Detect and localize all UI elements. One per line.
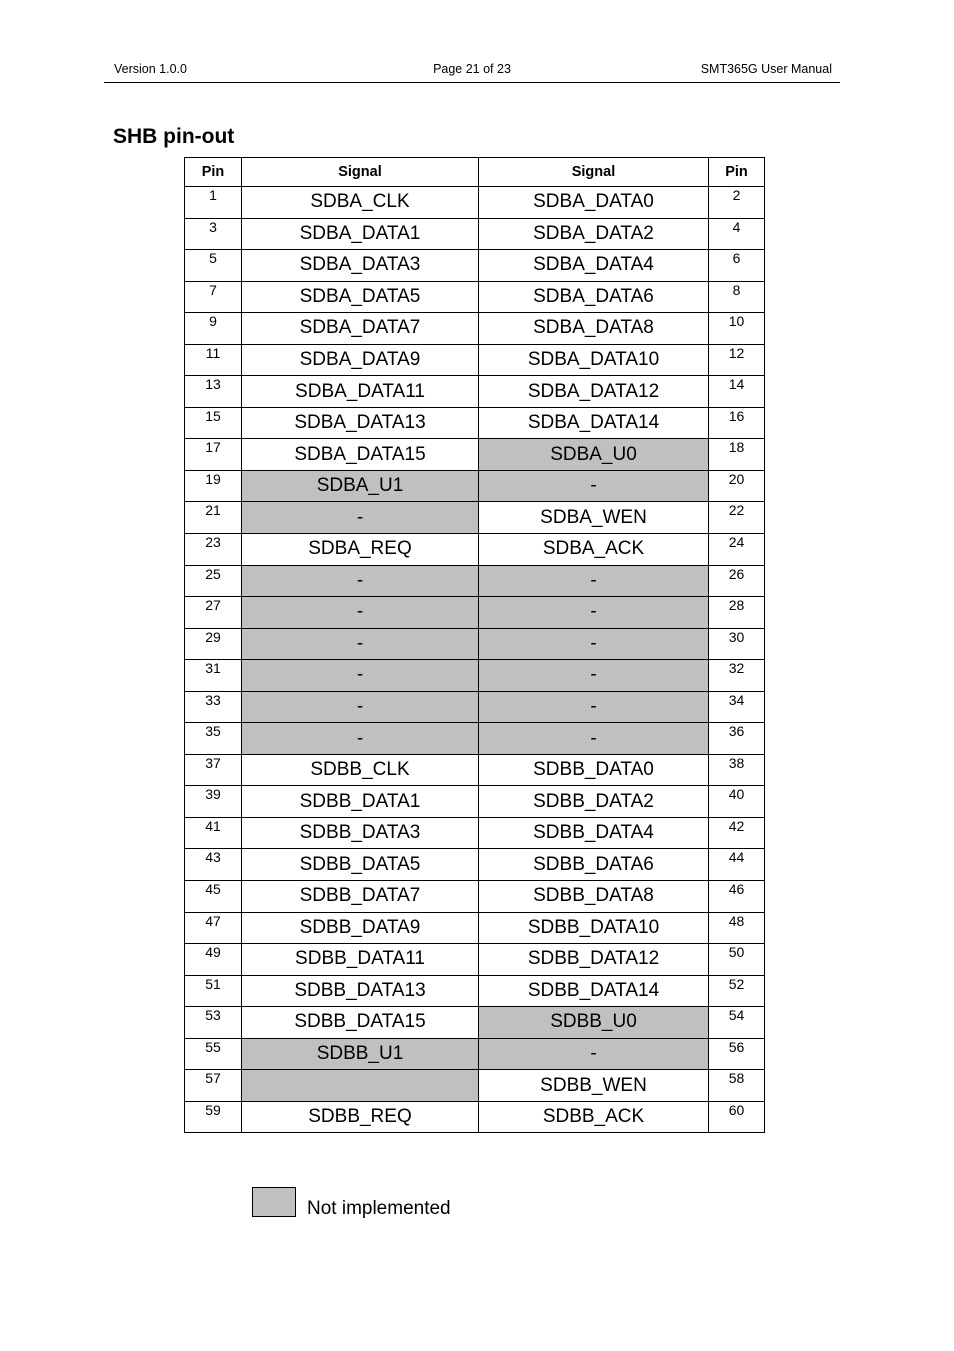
signal-right: SDBA_DATA8 [479,313,709,345]
pin-number-left: 17 [185,439,242,471]
pin-number-right: 60 [709,1101,765,1133]
table-header-row [185,158,765,187]
pin-number-left: 1 [185,187,242,219]
signal-right: SDBB_DATA6 [479,849,709,881]
signal-left: SDBB_DATA11 [242,944,479,976]
signal-left: SDBB_U1 [242,1038,479,1070]
pin-number-right: 36 [709,723,765,755]
signal-left: - [242,691,479,723]
pin-number-right: 34 [709,691,765,723]
table-row [185,407,765,439]
pin-number-left: 11 [185,344,242,376]
pin-number-left: 15 [185,407,242,439]
pin-number-right: 20 [709,470,765,502]
table-row [185,376,765,408]
signal-right: SDBA_DATA4 [479,250,709,282]
signal-right: SDBA_DATA2 [479,218,709,250]
pinout-table [184,157,765,1133]
table-row [185,1070,765,1102]
signal-left: - [242,565,479,597]
table-row [185,849,765,881]
pin-number-left: 35 [185,723,242,755]
header-signal-left: Signal [242,158,479,187]
signal-left: - [242,660,479,692]
pin-number-left: 13 [185,376,242,408]
pin-number-right: 10 [709,313,765,345]
pin-number-left: 41 [185,817,242,849]
table-row [185,534,765,566]
signal-left: SDBB_DATA9 [242,912,479,944]
legend-label: Not implemented [307,1198,451,1219]
pin-number-right: 8 [709,281,765,313]
signal-right: SDBA_DATA0 [479,187,709,219]
signal-left: SDBB_DATA3 [242,817,479,849]
pin-number-right: 50 [709,944,765,976]
pin-number-right: 44 [709,849,765,881]
signal-right: - [479,660,709,692]
table-row [185,281,765,313]
signal-right: SDBB_DATA4 [479,817,709,849]
pin-number-right: 16 [709,407,765,439]
pin-number-right: 42 [709,817,765,849]
signal-left: SDBA_CLK [242,187,479,219]
pin-number-right: 24 [709,534,765,566]
pin-number-left: 49 [185,944,242,976]
pin-number-right: 54 [709,1007,765,1039]
signal-right: SDBB_DATA12 [479,944,709,976]
signal-left: SDBA_DATA15 [242,439,479,471]
signal-right: SDBA_DATA14 [479,407,709,439]
table-row [185,691,765,723]
signal-right: SDBB_DATA2 [479,786,709,818]
signal-right: - [479,1038,709,1070]
pin-number-right: 58 [709,1070,765,1102]
signal-left: SDBA_REQ [242,534,479,566]
pin-number-left: 47 [185,912,242,944]
pin-number-left: 55 [185,1038,242,1070]
table-row [185,470,765,502]
table-row [185,660,765,692]
table-row [185,817,765,849]
signal-left: SDBA_DATA11 [242,376,479,408]
pin-number-right: 26 [709,565,765,597]
signal-left: SDBB_DATA13 [242,975,479,1007]
pin-number-right: 6 [709,250,765,282]
signal-right: SDBB_ACK [479,1101,709,1133]
signal-left: SDBA_DATA1 [242,218,479,250]
header-signal-right: Signal [479,158,709,187]
manual-title: SMT365G User Manual [700,62,832,76]
signal-right: SDBA_DATA6 [479,281,709,313]
version-label: Version 1.0.0 [114,62,187,76]
table-row [185,218,765,250]
signal-left: - [242,628,479,660]
signal-left: SDBB_DATA7 [242,881,479,913]
table-row [185,786,765,818]
pin-number-right: 32 [709,660,765,692]
table-row [185,1007,765,1039]
signal-right: - [479,723,709,755]
pin-number-right: 22 [709,502,765,534]
pin-number-right: 40 [709,786,765,818]
signal-left: SDBB_DATA5 [242,849,479,881]
signal-left [242,1070,479,1102]
pin-number-left: 29 [185,628,242,660]
pin-number-left: 51 [185,975,242,1007]
table-row [185,250,765,282]
signal-right: SDBA_U0 [479,439,709,471]
signal-left: SDBB_REQ [242,1101,479,1133]
pin-number-left: 27 [185,597,242,629]
pin-number-left: 21 [185,502,242,534]
table-row [185,597,765,629]
pin-number-left: 31 [185,660,242,692]
pin-number-right: 12 [709,344,765,376]
table-row [185,439,765,471]
table-row [185,754,765,786]
table-row [185,1101,765,1133]
signal-right: SDBA_ACK [479,534,709,566]
signal-left: SDBA_DATA3 [242,250,479,282]
signal-left: SDBB_DATA15 [242,1007,479,1039]
pin-number-right: 46 [709,881,765,913]
table-row [185,912,765,944]
pin-number-left: 45 [185,881,242,913]
table-row [185,723,765,755]
pin-number-left: 9 [185,313,242,345]
signal-left: SDBB_DATA1 [242,786,479,818]
pin-number-left: 7 [185,281,242,313]
pinout-table-body [185,187,765,1133]
pin-number-right: 28 [709,597,765,629]
pin-number-right: 48 [709,912,765,944]
pin-number-left: 23 [185,534,242,566]
pin-number-right: 52 [709,975,765,1007]
signal-left: SDBA_DATA5 [242,281,479,313]
signal-right: SDBB_WEN [479,1070,709,1102]
pin-number-left: 3 [185,218,242,250]
pin-number-right: 18 [709,439,765,471]
signal-left: - [242,502,479,534]
pin-number-right: 4 [709,218,765,250]
pin-number-right: 14 [709,376,765,408]
header-pin-right: Pin [709,158,765,187]
pin-number-left: 33 [185,691,242,723]
table-row [185,1038,765,1070]
signal-right: - [479,597,709,629]
signal-right: SDBA_WEN [479,502,709,534]
table-row [185,187,765,219]
signal-right: SDBB_U0 [479,1007,709,1039]
pin-number-left: 53 [185,1007,242,1039]
header-pin-left: Pin [185,158,242,187]
signal-left: SDBA_DATA7 [242,313,479,345]
table-row [185,565,765,597]
table-row [185,502,765,534]
signal-right: SDBA_DATA12 [479,376,709,408]
table-row [185,344,765,376]
page-number: Page 21 of 23 [433,62,511,76]
signal-right: SDBB_DATA14 [479,975,709,1007]
pin-number-left: 25 [185,565,242,597]
pin-number-left: 5 [185,250,242,282]
signal-right: SDBB_DATA10 [479,912,709,944]
pin-number-left: 39 [185,786,242,818]
pin-number-right: 30 [709,628,765,660]
signal-right: - [479,470,709,502]
signal-right: SDBA_DATA10 [479,344,709,376]
signal-left: SDBB_CLK [242,754,479,786]
pin-number-right: 56 [709,1038,765,1070]
section-title: SHB pin-out [113,125,235,148]
table-row [185,975,765,1007]
signal-left: - [242,723,479,755]
table-row [185,944,765,976]
signal-right: SDBB_DATA0 [479,754,709,786]
pin-number-left: 59 [185,1101,242,1133]
signal-left: SDBA_DATA13 [242,407,479,439]
pin-number-left: 19 [185,470,242,502]
table-row [185,313,765,345]
pin-number-left: 37 [185,754,242,786]
signal-left: SDBA_U1 [242,470,479,502]
pin-number-right: 2 [709,187,765,219]
table-row [185,881,765,913]
legend-swatch [252,1187,296,1217]
signal-left: - [242,597,479,629]
signal-right: - [479,565,709,597]
pin-number-right: 38 [709,754,765,786]
signal-right: - [479,691,709,723]
signal-right: - [479,628,709,660]
signal-left: SDBA_DATA9 [242,344,479,376]
pin-number-left: 57 [185,1070,242,1102]
table-row [185,628,765,660]
page-header [104,60,840,83]
signal-right: SDBB_DATA8 [479,881,709,913]
pin-number-left: 43 [185,849,242,881]
